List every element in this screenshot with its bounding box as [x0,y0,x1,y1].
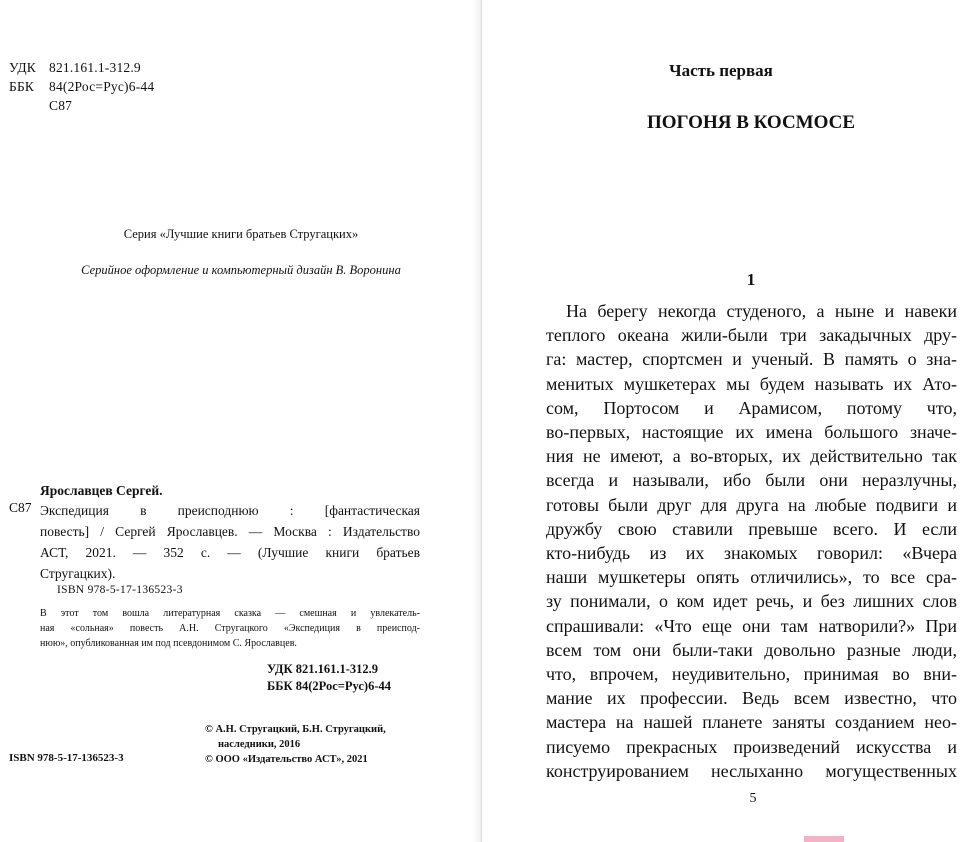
udk-row [9,58,154,77]
text-line: сом, Портосом и Арамисом, потому что, [546,397,957,418]
text-line: зу понимали, о ком идет речь, и без лишних слов [546,591,957,612]
bib-line-1: Экспедиция в преисподнюю : [фантастическая [40,503,420,518]
bbk-key: ББК [9,79,35,94]
udk-key: УДК [9,60,37,75]
text-line: менитых мушкетерах мы будем называть их Ато- [546,373,957,394]
annotation [40,606,420,651]
author-sign-row [9,96,154,115]
text-line: спрашивали: «Что еще они там натворили?» При [546,615,957,636]
body-text [546,299,957,783]
text-line: конструированием неслыханно могущественных [546,760,957,781]
author-sign-value: С87 [49,98,73,113]
copyright-line-1: © А.Н. Стругацкий, Б.Н. Стругацкий, [205,724,386,735]
catalog-code: С87 [9,500,32,515]
annotation-line-1: В этот том вошла литературная сказка — смешная и увлекатель- [40,608,420,619]
text-line: га: мастер, спортсмен и ученый. В память о зна- [546,349,957,370]
chapter-number: 1 [746,270,756,289]
text-line: дружбу свою ставили превыше всего. И если [546,518,957,539]
catalog-bibliographic-description [40,500,420,584]
annotation-line-2: ная «сольная» повесть А.Н. Стругацкого «Экспедиция в преиспод- [40,623,420,634]
text-line: во-первых, настоящие их имена большого значе- [546,422,957,443]
text-line: всем том они были-таки довольно разные люди, [546,639,957,660]
right-page [482,0,960,842]
text-line: мание их профессии. Ведь всем известно, что [546,688,957,709]
udk-header [9,58,154,115]
text-line: На берегу некогда студеного, а ныне и навеки [566,301,957,321]
catalog-author: Ярославцев Сергей. [40,483,163,498]
text-line: всегда и называли, ибо были они неразлучны, [546,470,957,491]
text-line: кто-нибудь из их знакомых говорил: «Вчера [546,543,957,564]
text-line: что, впрочем, неудивительно, принимая во вни- [546,664,957,685]
bookmark-marker [804,836,844,842]
text-line: писуемо прекрасных произведений искусства и [546,736,957,757]
part-title: ПОГОНЯ В КОСМОСЕ [647,112,855,133]
catalog-udk-bbk [267,661,391,695]
bib-line-3: АСТ, 2021. — 352 с. — (Лучшие книги братьев [40,545,420,560]
bbk-row [9,77,154,96]
catalog-isbn: ISBN 978-5-17-136523-3 [57,584,183,596]
text-line: готовы были друг для друга на любые подвиги и [546,494,957,515]
copyright-block [205,722,386,767]
bib-line-2: повесть] / Сергей Ярославцев. — Москва : Издательство [40,524,420,539]
annotation-line-3: нюю», опубликованная им под псевдонимом С. Ярославцев. [40,638,297,649]
copyright-line-3: © ООО «Издательство АСТ», 2021 [205,754,368,765]
bib-line-4: Стругацких). [40,566,116,581]
page-number: 5 [749,791,757,806]
text-line: наши мушкетеры опять отличились», то все сра- [546,567,957,588]
isbn-bottom: ISBN 978-5-17-136523-3 [9,752,124,764]
text-line: ния не имеют, а во-вторых, их действительно так [546,446,957,467]
text-line: теплого океана жили-были три закадычных дру- [546,325,957,346]
catalog-bbk: ББК 84(2Рос=Рус)6-44 [267,679,391,693]
author-sign-key [9,96,49,115]
design-credit: Серийное оформление и компьютерный дизайн В. Воронина [81,263,401,277]
udk-value: 821.161.1-312.9 [49,60,141,75]
copyright-line-2: наследники, 2016 [218,739,301,750]
text-line: мастера на нашей планете заняты созданием нео- [546,712,957,733]
catalog-udk: УДК 821.161.1-312.9 [267,662,378,676]
series-line: Серия «Лучшие книги братьев Стругацких» [123,227,359,241]
part-heading: Часть первая [669,61,773,80]
bbk-value: 84(2Рос=Рус)6-44 [49,79,155,94]
